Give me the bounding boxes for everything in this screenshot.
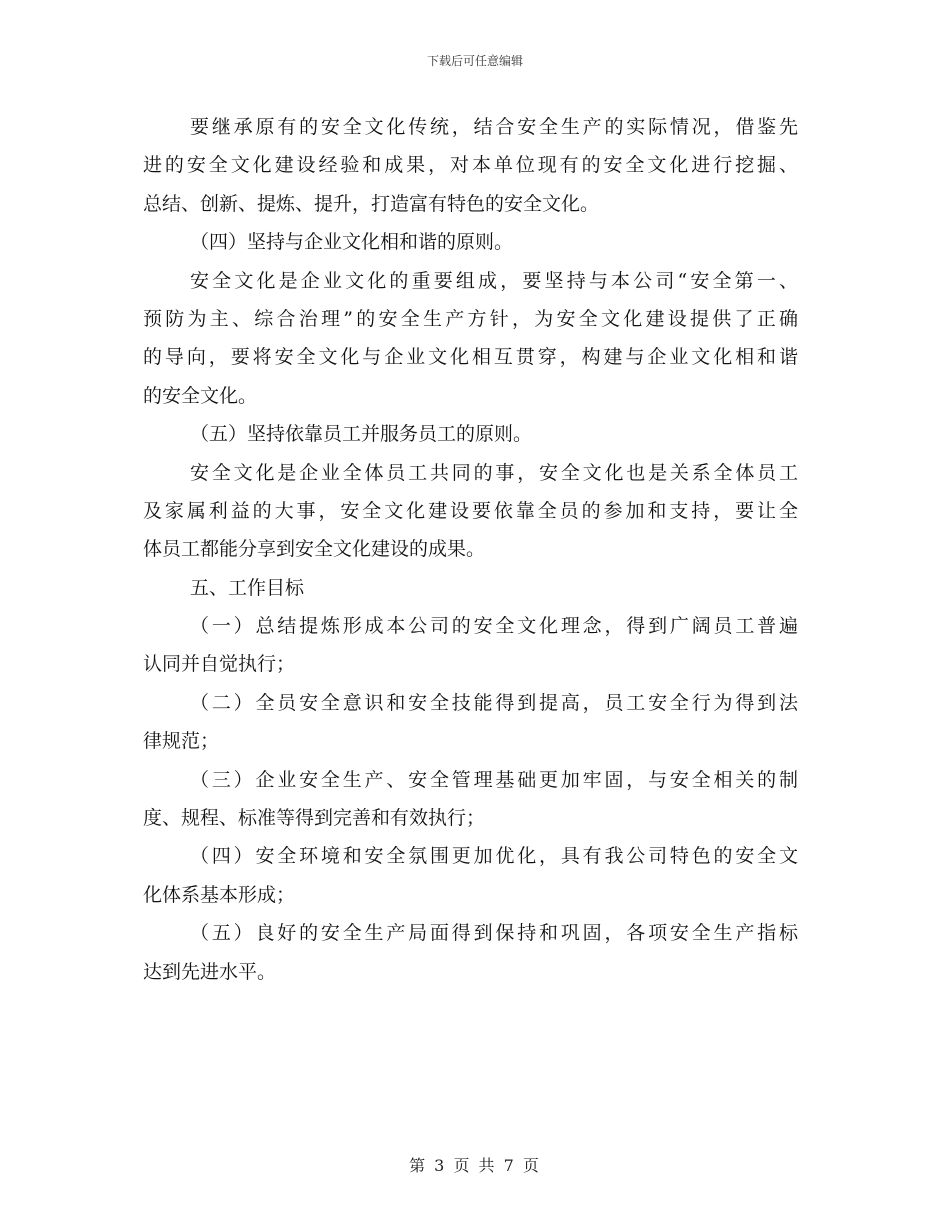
document-body — [143, 108, 798, 991]
goal-item: （四）安全环境和安全氛围更加优化，具有我公司特色的安全文 — [190, 845, 798, 868]
body-line: 体员工都能分享到安全文化建设的成果。 — [143, 538, 486, 561]
goal-item: （二）全员安全意识和安全技能得到提高，员工安全行为得到法 — [190, 691, 798, 714]
body-line: 的导向，要将安全文化与企业文化相互贯穿，构建与企业文化相和谐 — [143, 346, 798, 369]
body-line: 及家属利益的大事，安全文化建设要依靠全员的参加和支持，要让全 — [143, 499, 798, 522]
goal-item: （五）良好的安全生产局面得到保持和巩固，各项安全生产指标 — [190, 922, 798, 945]
section-heading: （五）坚持依靠员工并服务员工的原则。 — [190, 423, 533, 446]
body-line: 安全文化是企业文化的重要组成，要坚持与本公司“安全第一、 — [190, 269, 798, 292]
goal-item: （三）企业安全生产、安全管理基础更加牢固，与安全相关的制 — [190, 768, 798, 791]
goal-item: （一）总结提炼形成本公司的安全文化理念，得到广阔员工普遍 — [190, 615, 798, 638]
page-footer: 第 3 页 共 7 页 — [409, 1156, 541, 1175]
body-line: 总结、创新、提炼、提升，打造富有特色的安全文化。 — [143, 192, 600, 215]
page-header: 下载后可任意编辑 — [426, 54, 523, 68]
goal-item-continuation: 律规范； — [143, 730, 220, 753]
section-heading: 五、工作目标 — [190, 576, 305, 599]
body-line: 进的安全文化建设经验和成果，对本单位现有的安全文化进行挖掘、 — [143, 154, 798, 177]
goal-item-continuation: 化体系基本形成； — [143, 883, 296, 906]
body-line: 的安全文化。 — [143, 384, 258, 407]
body-line: 要继承原有的安全文化传统，结合安全生产的实际情况，借鉴先 — [190, 116, 798, 138]
goal-item-continuation: 达到先进水平。 — [143, 960, 277, 983]
goal-item-continuation: 认同并自觉执行； — [143, 653, 296, 676]
body-line: 安全文化是企业全体员工共同的事，安全文化也是关系全体员工 — [190, 461, 798, 484]
goal-item-continuation: 度、规程、标准等得到完善和有效执行； — [143, 807, 486, 830]
section-heading: （四）坚持与企业文化相和谐的原则。 — [190, 231, 514, 254]
body-line: 预防为主、综合治理”的安全生产方针，为安全文化建设提供了正确 — [143, 307, 798, 330]
